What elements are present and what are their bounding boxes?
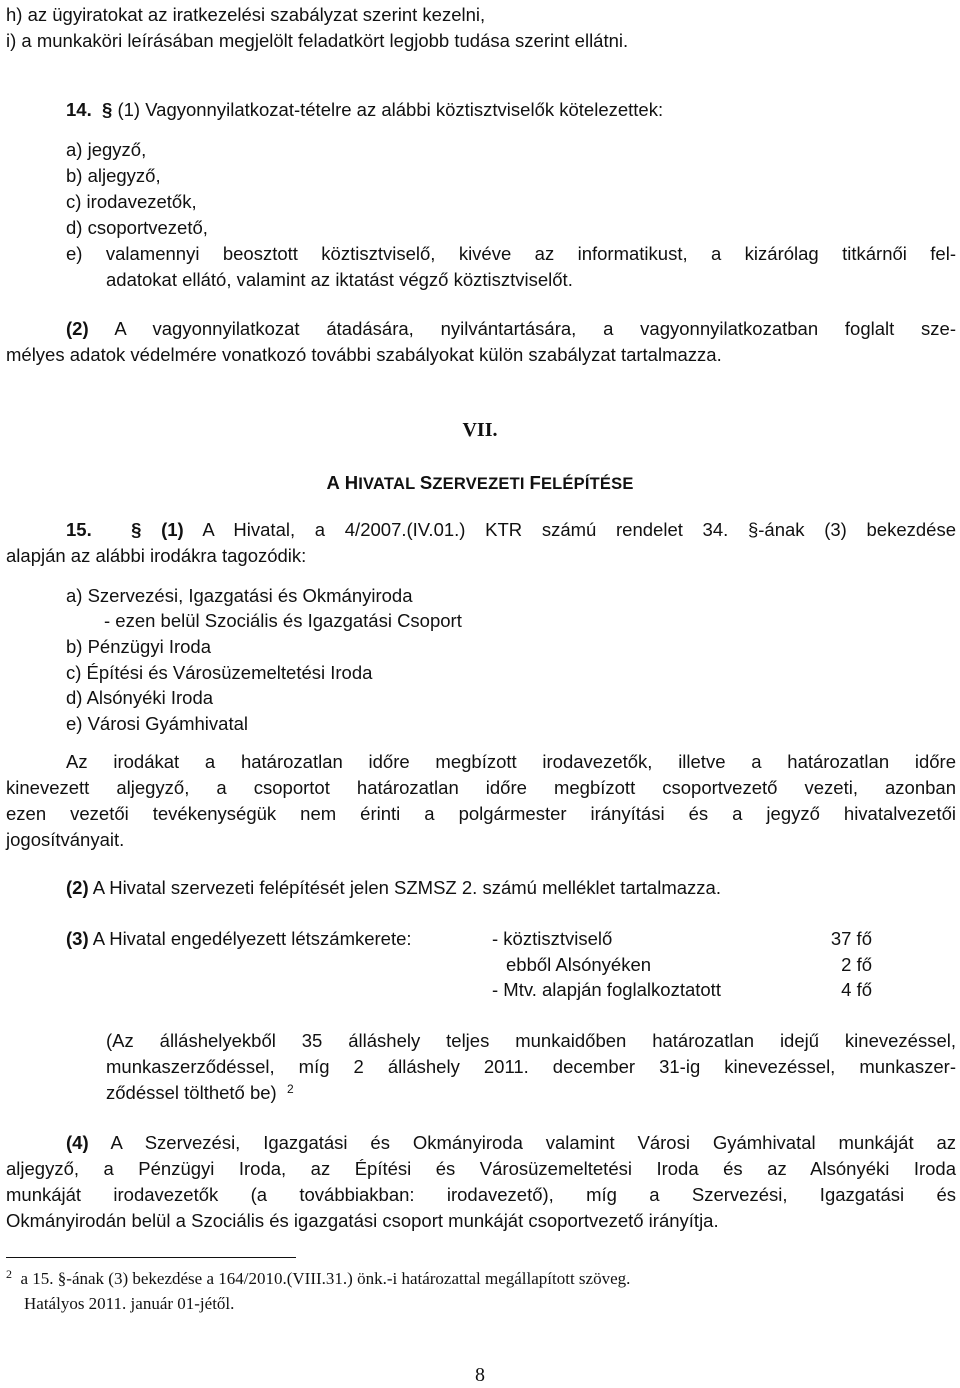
section-15-p3-number: (3) [66,928,89,949]
staff-label: - köztisztviselő [492,928,613,949]
footnote-line1: $^2$ a 15. §-ának (3) bekezdése a 164/2010.(VIII.31.) önk.-i határozattal megállapított szöveg. [6,1267,631,1288]
section-15-p3: (3) A Hivatal engedélyezett létszámkerete: [66,928,412,949]
section-15-p1-number: (1) [161,519,184,540]
staff-value: 4 fő [841,979,872,1000]
list-item: c) irodavezetők, [66,191,197,212]
footnote-line2: Hatályos 2011. január 01-jétől. [24,1294,235,1313]
office-item: c) Építési és Városüzemeltetési Iroda [66,662,373,683]
note-line-last: ződéssel tölthető be) $^2$ [106,1082,294,1103]
paragraph-line: Az irodákat a határozatlan időre megbízott irodavezetők, illetve a határozatlan időre [66,751,956,772]
section-15-p2-number: (2) [66,877,89,898]
list-item-i: i) a munkaköri leírásában megjelölt feladatkört legjobb tudása szerint ellátni. [6,30,629,51]
section-14-p1-intro: (1) Vagyonnyilatkozat-tételre az alábbi köztisztviselők kötelezettek: [117,99,664,120]
section-15-p1-line2: alapján az alábbi irodákra tagozódik: [6,545,307,566]
page-number: 8 [475,1364,485,1386]
paragraph-line: munkáját irodavezetők (a továbbiakban: irodavezető), míg a Szervezési, Igazgatási és [6,1184,956,1205]
note-line: (Az álláshelyekből 35 álláshely teljes munkaidőben határozatlan idejű kinevezéssel, [106,1030,956,1051]
office-item: b) Pénzügyi Iroda [66,636,212,657]
footnote-mark: 2 [6,1267,12,1281]
staff-label: ebből Alsónyéken [506,954,652,975]
section-14-number: 14. [66,99,92,120]
section-15-p4-number: (4) [66,1132,89,1153]
section-14-p2-number: (2) [66,318,89,339]
chapter-roman-numeral: VII. [462,419,498,441]
footnote-reference: 2 [287,1082,294,1096]
section-15-p4-line1: (4) A Szervezési, Igazgatási és Okmányiroda valamint Városi Gyámhivatal munkáját az [66,1132,957,1153]
paragraph-line: ezen vezetői tevékenységük nem érinti a polgármester irányítási és a jegyző hivatalvezetői [6,803,956,824]
section-15-heading: 15. § (1) A Hivatal, a 4/2007.(IV.01.) KTR számú rendelet 34. §-ának (3) bekezdése [66,519,957,540]
office-item: d) Alsónyéki Iroda [66,687,214,708]
staff-value: 2 fő [841,954,872,975]
list-item-e-line1: e) valamennyi beosztott köztisztviselő, kivéve az informatikust, a kizárólag titkárnői fel- [66,243,956,264]
office-subitem: - ezen belül Szociális és Igazgatási Csoport [104,610,462,631]
chapter-title: A HIVATAL SZERVEZETI FELÉPÍTÉSE [326,472,634,493]
section-15-number: 15. [66,519,92,540]
paragraph-line: kinevezett aljegyző, a csoportot határozatlan időre megbízott csoportvezető vezeti, azonban [6,777,956,798]
section-14-p2-line2: mélyes adatok védelmére vonatkozó további szabályokat külön szabályzat tartalmazza. [6,344,722,365]
footnote-separator [6,1257,296,1258]
staff-label: - Mtv. alapján foglalkoztatott [492,979,721,1000]
section-14-heading: 14. § (1) Vagyonnyilatkozat-tételre az alábbi köztisztviselők kötelezettek: [66,99,664,120]
section-14-p2-line1: (2) A vagyonnyilatkozat átadására, nyilvántartására, a vagyonnyilatkozatban foglalt sze- [66,318,957,339]
staff-value: 37 fő [830,928,872,949]
list-item: d) csoportvezető, [66,217,208,238]
list-item-e-line2: adatokat ellátó, valamint az iktatást végző köztisztviselőt. [106,269,573,290]
list-item: a) jegyző, [66,139,147,160]
paragraph-line: Okmányirodán belül a Szociális és igazgatási csoport munkáját csoportvezető irányítja. [6,1210,719,1231]
paragraph-line: aljegyző, a Pénzügyi Iroda, az Építési és Városüzemeltetési Iroda és az Alsónyéki Iroda [6,1158,956,1179]
office-item: a) Szervezési, Igazgatási és Okmányiroda [66,585,413,606]
office-item: e) Városi Gyámhivatal [66,713,248,734]
list-item-h: h) az ügyiratokat az iratkezelési szabályzat szerint kezelni, [6,4,486,25]
paragraph-line: jogosítványait. [6,829,125,850]
note-line: munkaszerződéssel, míg 2 álláshely 2011. december 31-ig kinevezéssel, munkaszer- [106,1056,956,1077]
list-item: b) aljegyző, [66,165,161,186]
section-15-p2: (2) A Hivatal szervezeti felépítését jelen SZMSZ 2. számú melléklet tartalmazza. [66,877,721,898]
